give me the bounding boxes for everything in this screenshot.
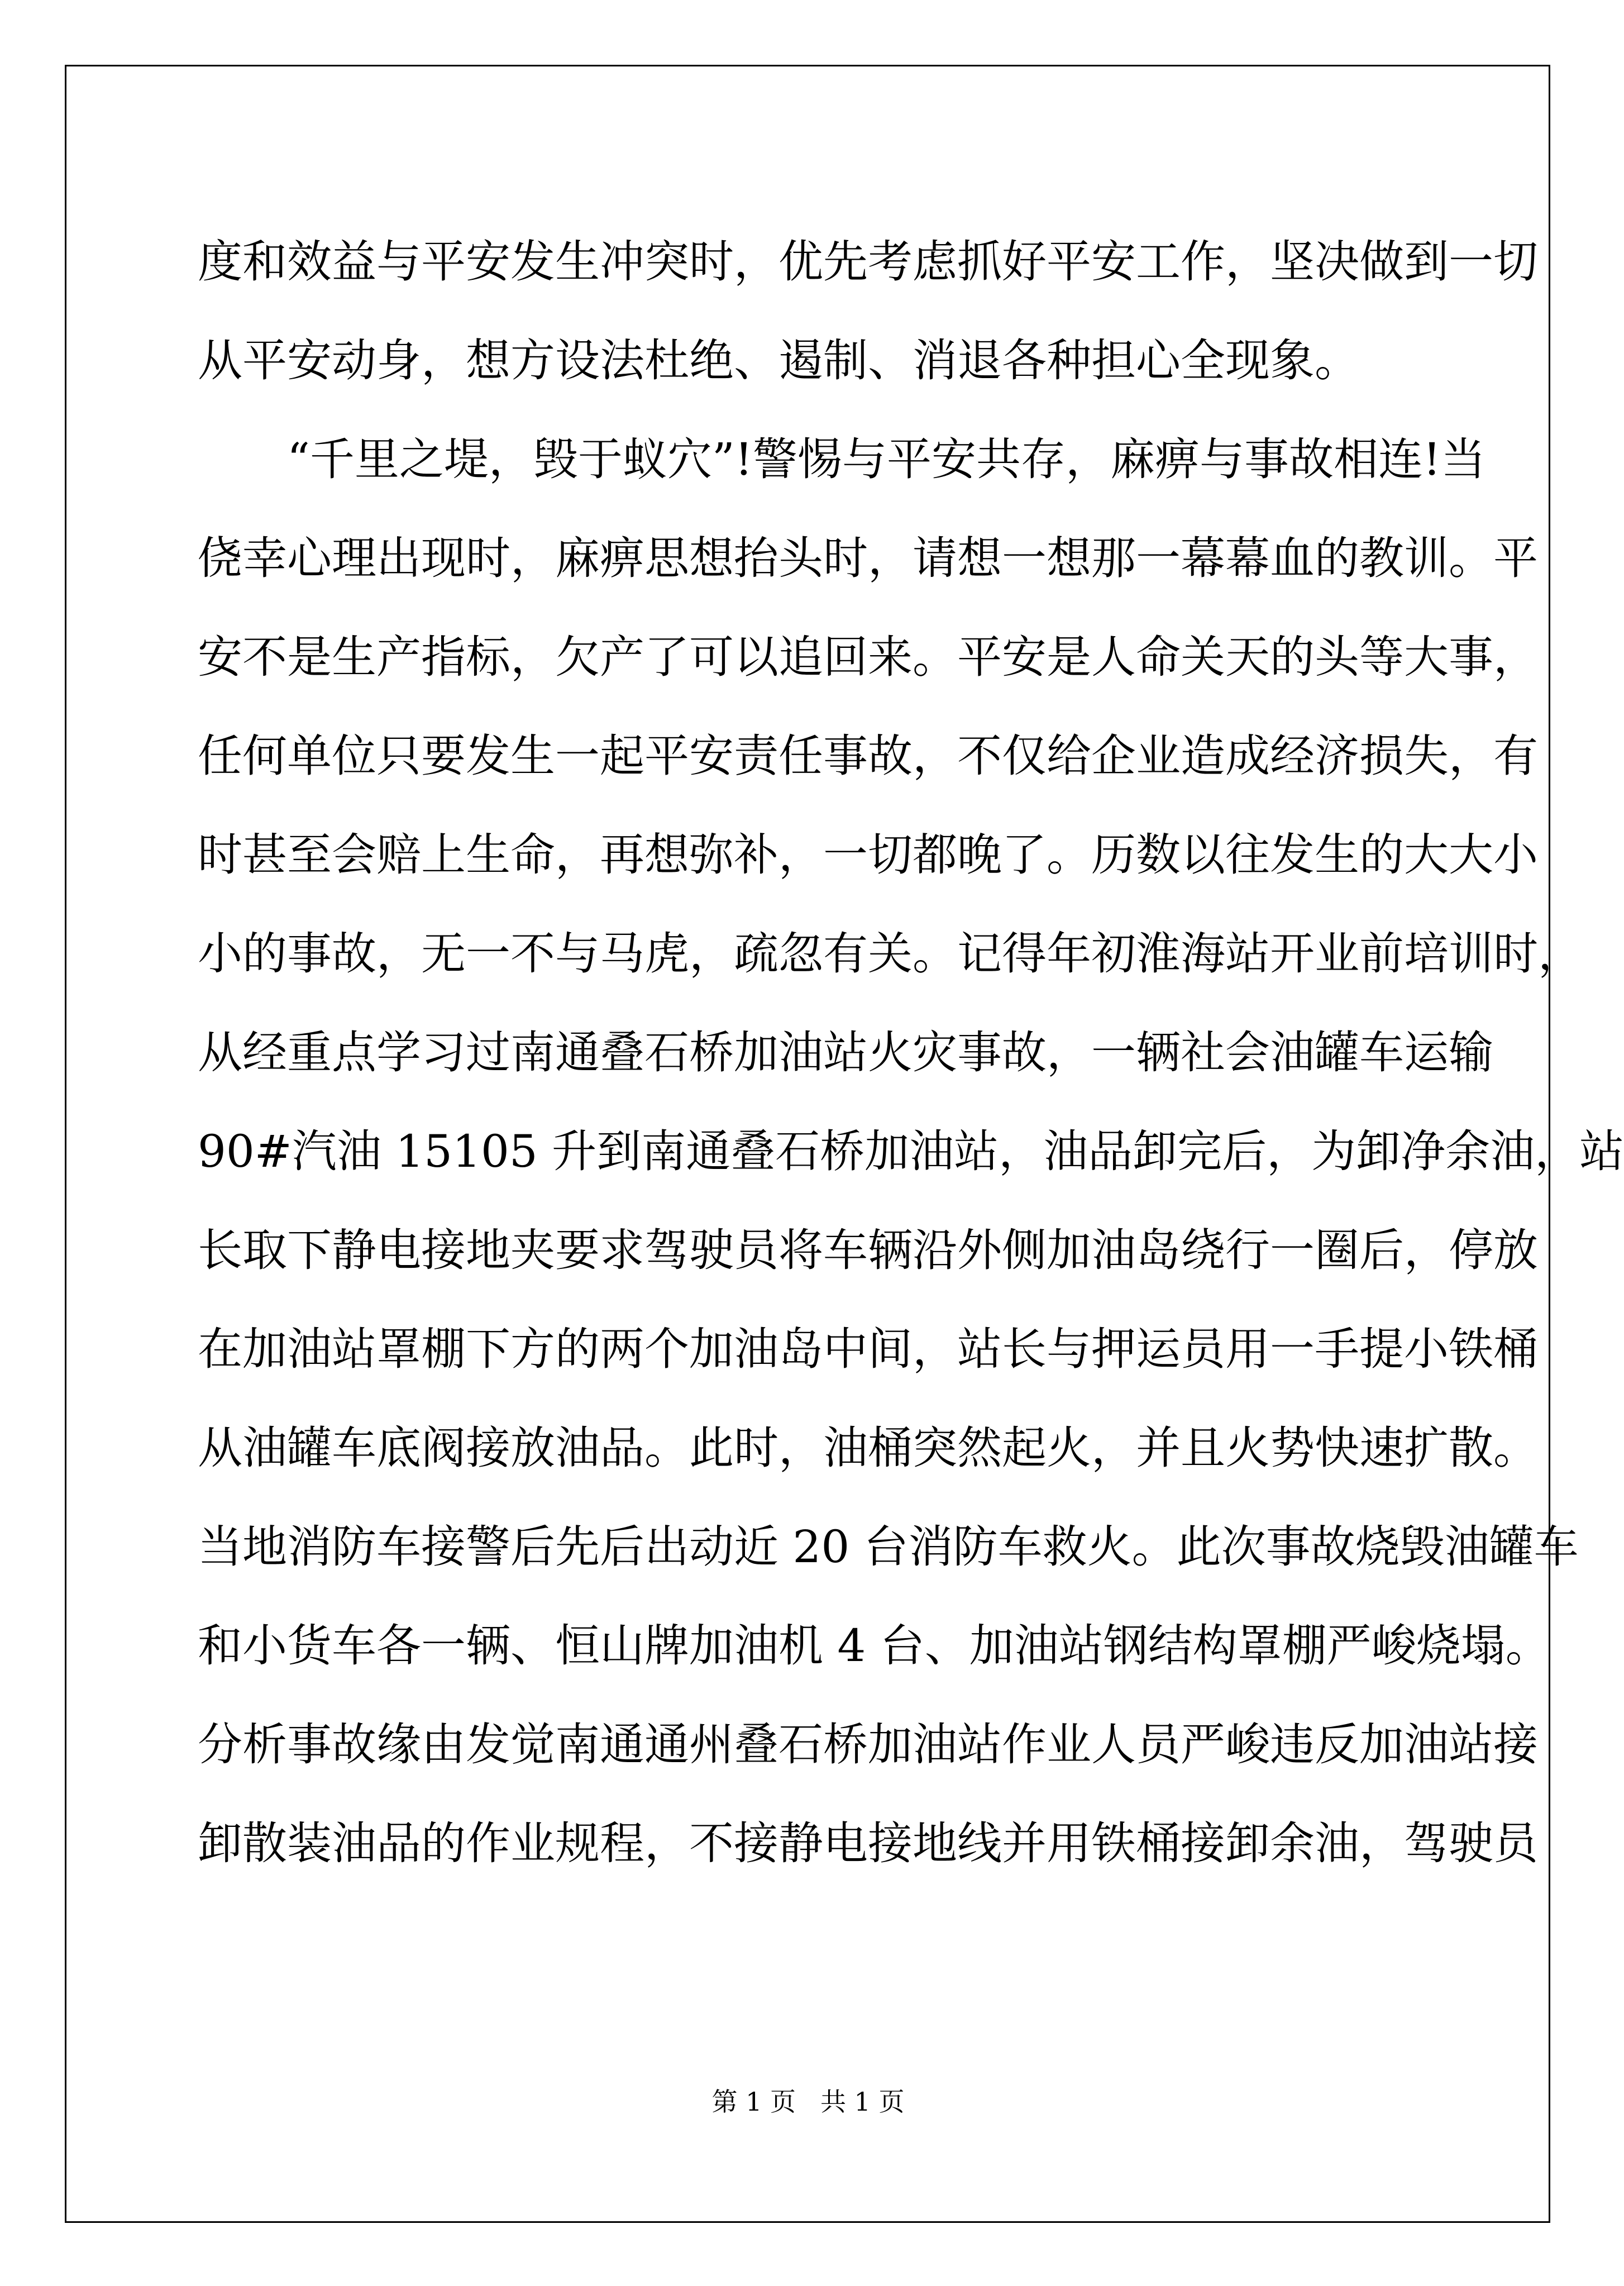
page-total: 共 1 页 [820, 2087, 905, 2117]
text-line: 当地消防车接警后先后出动近 20 台消防车救火。此次事故烧毁油罐车 [198, 1521, 1579, 1573]
text-line: 度和效益与平安发生冲突时，优先考虑抓好平安工作，坚决做到一切 [198, 236, 1538, 288]
page-footer [0, 2085, 1616, 2118]
text-line: 分析事故缘由发觉南通通州叠石桥加油站作业人员严峻违反加油站接 [198, 1719, 1538, 1770]
text-line: 安不是生产指标，欠产了可以追回来。平安是人命关天的头等大事， [198, 631, 1538, 683]
text-line: 长取下静电接地夹要求驾驶员将车辆沿外侧加油岛绕行一圈后，停放 [198, 1224, 1538, 1276]
text-line: “千里之堤，毁于蚁穴”!警惕与平安共存，麻痹与事故相连!当 [287, 433, 1486, 485]
text-line: 小的事故，无一不与马虎，疏忽有关。记得年初淮海站开业前培训时， [198, 928, 1583, 980]
document-body [198, 212, 1624, 1893]
text-line: 任何单位只要发生一起平安责任事故，不仅给企业造成经济损失，有 [198, 730, 1538, 782]
text-line: 和小货车各一辆、恒山牌加油机 4 台、加油站钢结构罩棚严峻烧塌。 [198, 1620, 1550, 1672]
text-line: 侥幸心理出现时，麻痹思想抬头时，请想一想那一幕幕血的教训。平 [198, 532, 1538, 584]
text-line: 在加油站罩棚下方的两个加油岛中间，站长与押运员用一手提小铁桶 [198, 1323, 1538, 1375]
text-line: 从平安动身，想方设法杜绝、遏制、消退各种担心全现象。 [198, 335, 1359, 386]
page-number: 第 1 页 [711, 2087, 796, 2117]
text-line: 卸散装油品的作业规程，不接静电接地线并用铁桶接卸余油，驾驶员 [198, 1817, 1538, 1869]
text-line: 从经重点学习过南通叠石桥加油站火灾事故，一辆社会油罐车运输 [198, 1027, 1493, 1078]
text-line: 时甚至会赔上生命，再想弥补，一切都晚了。历数以往发生的大大小 [198, 829, 1538, 881]
text-line: 90#汽油 15105 升到南通叠石桥加油站，油品卸完后，为卸净余油，站 [198, 1125, 1624, 1177]
text-line: 从油罐车底阀接放油品。此时，油桶突然起火，并且火势快速扩散。 [198, 1422, 1538, 1474]
